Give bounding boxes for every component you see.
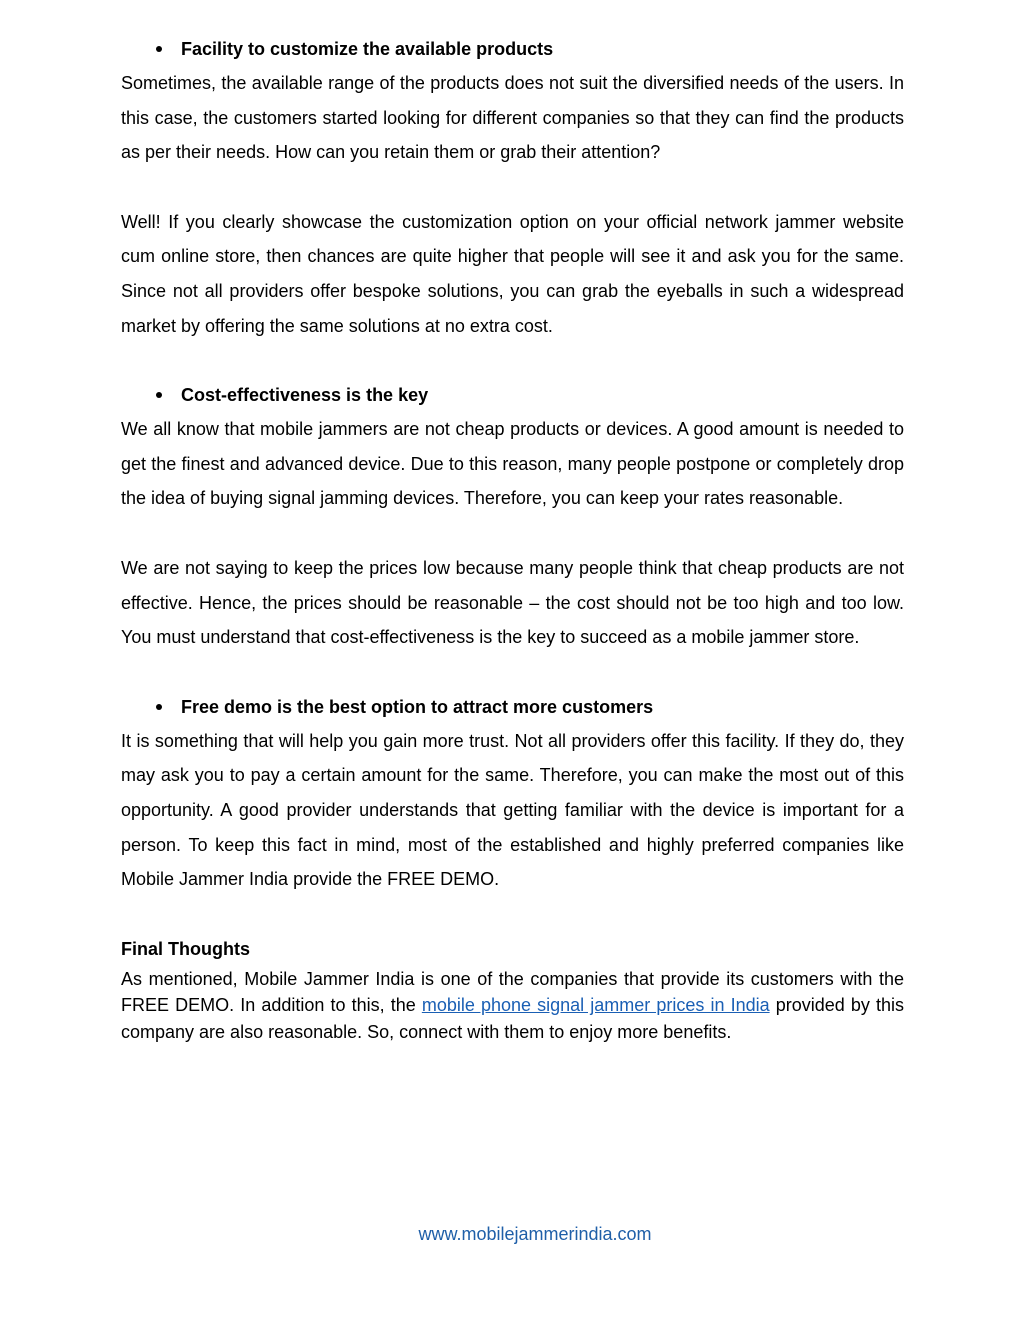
bullet-icon (156, 704, 162, 710)
paragraph: We all know that mobile jammers are not cheap products or devices. A good amount is needed to get the finest and advanced device. Due to this reason, many people postpone or completely drop the idea of buying signal jamming devices. Therefore, you can keep your rates reasonable. (121, 419, 904, 509)
section-heading-customize (121, 32, 904, 66)
section-heading-cost (121, 378, 904, 412)
final-text-before-link: As mentioned, Mobile Jammer India is one of the companies that provide its customers with the FREE DEMO. In addition to this, the (121, 968, 904, 1016)
footer-website-url: www.mobilejammerindia.com (418, 1224, 652, 1244)
final-text-after-link: provided by this company are also reasonable. So, connect with them to enjoy more benefits. (121, 995, 904, 1042)
section-heading-demo (121, 690, 904, 724)
signal-jammer-prices-link[interactable]: mobile phone signal jammer prices in India (421, 995, 770, 1016)
paragraph: We are not saying to keep the prices low because many people think that cheap products are not effective. Hence, the prices should be reasonable – the cost should not be too high and too low. You must understand that cost-effectiveness is the key to succeed as a mobile jammer store. (121, 557, 904, 648)
paragraph: Well! If you clearly showcase the customization option on your official network jammer website cum online store, then chances are quite higher that people will see it and ask you for the same. Since not all providers offer bespoke solutions, you can grab the eyeballs in such a widespread market by offering the same solutions at no extra cost. (121, 211, 904, 336)
final-thoughts-heading: Final Thoughts (121, 938, 250, 959)
section-heading-text: Free demo is the best option to attract more customers (181, 696, 654, 717)
section-heading-text: Facility to customize the available products (181, 39, 554, 59)
section-heading-text: Cost-effectiveness is the key (181, 385, 429, 406)
bullet-icon (156, 392, 162, 398)
paragraph: It is something that will help you gain more trust. Not all providers offer this facility. If they do, they may ask you to pay a certain amount for the same. Therefore, you can make the most out of this opportunity. A good provider understands that getting familiar with the device is important for a person. To keep this fact in mind, most of the established and highly preferred companies like Mobile Jammer India provide the FREE DEMO. (121, 730, 904, 890)
final-thoughts-paragraph (121, 966, 904, 1046)
document-body (121, 32, 904, 1045)
paragraph: Sometimes, the available range of the products does not suit the diversified needs of the users. In this case, the customers started looking for different companies so that they can find the products as per their needs. How can you retain them or grab their attention? (121, 73, 904, 163)
bullet-icon (156, 46, 162, 52)
